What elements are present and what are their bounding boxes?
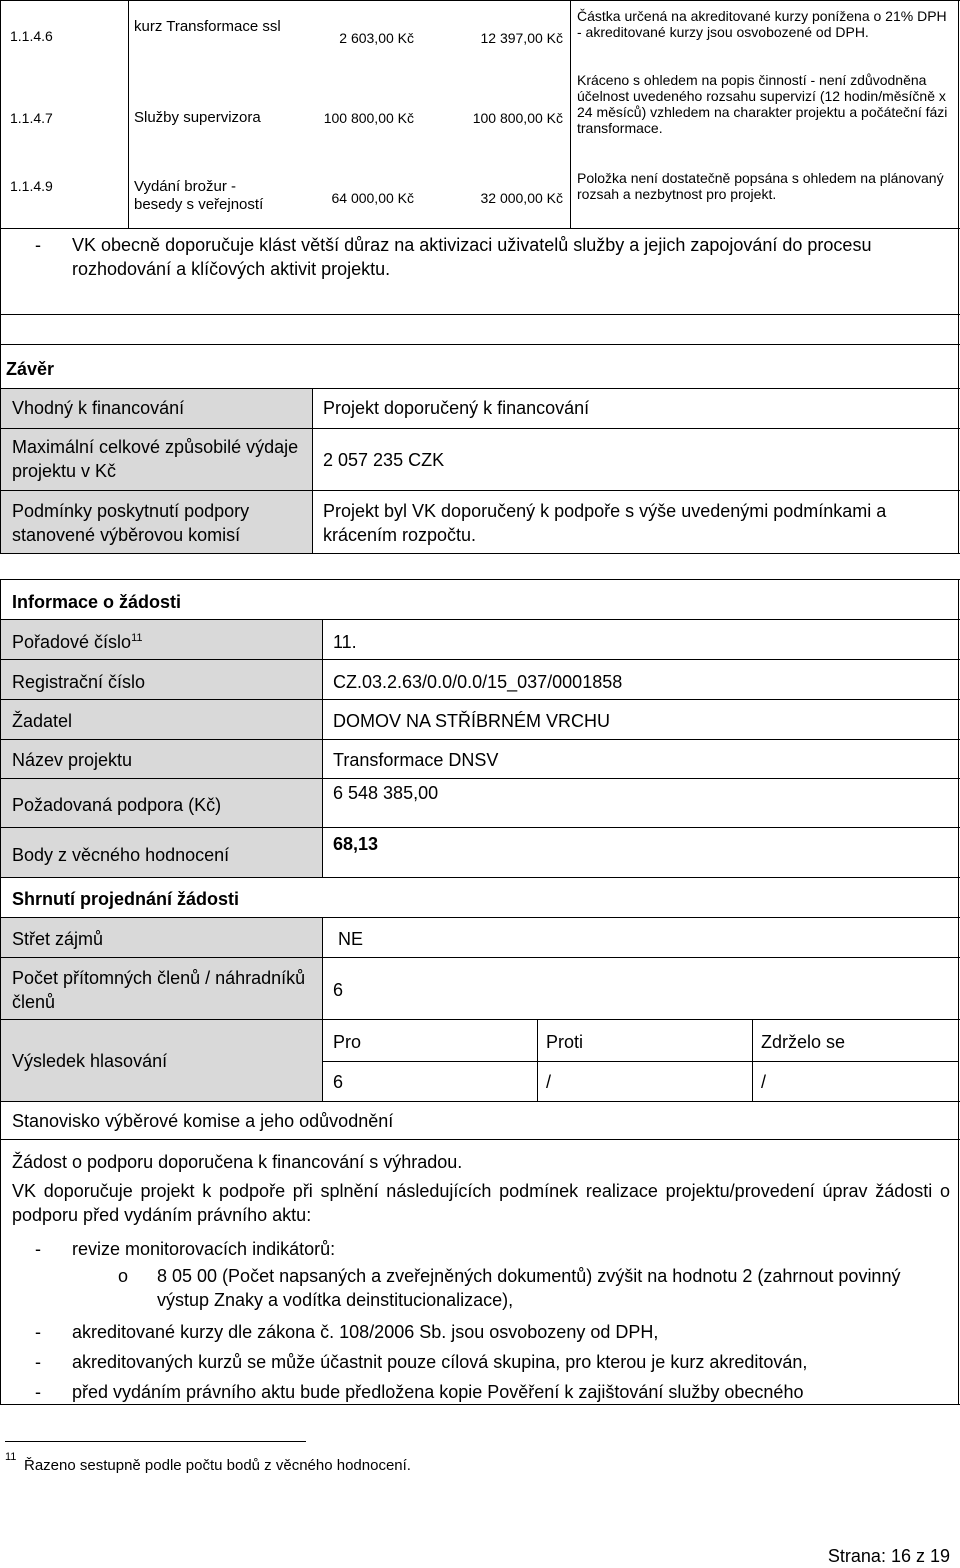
vote-value-proti: / (546, 1072, 552, 1092)
registration-label: Registrační číslo (12, 672, 146, 692)
vote-header-abstain: Zdrželo se (761, 1032, 846, 1052)
project-name-value: Transformace DNSV (333, 750, 499, 770)
footnote-separator (5, 1441, 306, 1442)
opinion-bullet-2: o (118, 1266, 129, 1286)
row3-note: Položka není dostatečně popsána s ohledem na plánovaný rozsah a nezbytnost pro projekt. (577, 170, 944, 202)
opinion-item-4: akreditovaných kurzů se může účastnit pouze cílová skupina, pro kterou je kurz akreditován, (72, 1352, 808, 1372)
footnote-text: Řazeno sestupně podle počtu bodů z věcného hodnocení. (24, 1457, 411, 1474)
opinion-p2: VK doporučuje projekt k podpoře při splnění následujících podmínek realizace projektu/provedení úprav žádosti o podporu před vydáním právního aktu: (12, 1181, 950, 1225)
row3-code: 1.1.4.9 (10, 178, 53, 194)
opinion-bullet-1: - (35, 1239, 41, 1259)
recommendation-dash: - (35, 235, 41, 255)
conclusion-title: Závěr (6, 359, 55, 379)
row3-name: Vydání brožur - besedy s veřejností (134, 178, 264, 213)
conclusion-label-3: Podmínky poskytnutí podpory stanovené výběrovou komisí (12, 501, 250, 545)
conclusion-value-3: Projekt byl VK doporučený k podpoře s výše uvedenými podmínkami a krácením rozpočtu. (323, 501, 887, 545)
row2-name: Služby supervizora (134, 109, 261, 126)
opinion-bullet-5: - (35, 1382, 41, 1402)
footnote-ref: 11 (131, 632, 143, 644)
registration-value: CZ.03.2.63/0.0/0.0/15_037/0001858 (333, 672, 623, 692)
opinion-item-3: akreditované kurzy dle zákona č. 108/2006 Sb. jsou osvobozeny od DPH, (72, 1322, 659, 1342)
recommendation-text: VK obecně doporučuje klást větší důraz na aktivizaci uživatelů služby a jejich zapojování do procesu rozhodování a klíčových aktivit projektu. (72, 235, 872, 279)
row3-approved: 32 000,00 Kč (480, 190, 563, 206)
members-label: Počet přítomných členů / náhradníků členů (12, 968, 306, 1012)
info-title: Informace o žádosti (12, 592, 182, 612)
vote-value-pro: 6 (333, 1072, 344, 1092)
row1-code: 1.1.4.6 (10, 28, 53, 44)
conclusion-label-2: Maximální celkové způsobilé výdaje projektu v Kč (12, 437, 299, 481)
project-name-label: Název projektu (12, 750, 133, 770)
applicant-label: Žadatel (12, 711, 73, 731)
score-label: Body z věcného hodnocení (12, 845, 230, 865)
vote-header-pro: Pro (333, 1032, 362, 1052)
summary-title: Shrnutí projednání žádosti (12, 889, 240, 909)
vote-value-abstain: / (761, 1072, 767, 1092)
row2-code: 1.1.4.7 (10, 110, 53, 126)
opinion-bullet-3: - (35, 1322, 41, 1342)
order-number-label: Pořadové číslo$^{11}$ (12, 632, 143, 652)
row1-name: kurz Transformace ssl (134, 18, 281, 35)
opinion-bullet-4: - (35, 1352, 41, 1372)
row1-approved: 12 397,00 Kč (480, 30, 563, 46)
conflict-value: NE (338, 929, 364, 949)
opinion-item-1: revize monitorovacích indikátorů: (72, 1239, 336, 1259)
vote-label: Výsledek hlasování (12, 1051, 168, 1071)
requested-support-value: 6 548 385,00 (333, 783, 439, 803)
conflict-label: Střet zájmů (12, 929, 104, 949)
applicant-value: DOMOV NA STŘÍBRNÉM VRCHU (333, 711, 611, 731)
page-number: Strana: 16 z 19 (827, 1546, 950, 1566)
row1-requested: 2 603,00 Kč (339, 30, 414, 46)
opinion-item-2: 8 05 00 (Počet napsaných a zveřejněných dokumentů) zvýšit na hodnotu 2 (zahrnout povinný výstup Znaky a vodítka deinstitucionalizace), (157, 1266, 901, 1310)
order-number-value: 11. (333, 632, 357, 652)
members-value: 6 (333, 980, 344, 1000)
opinion-label: Stanovisko výběrové komise a jeho odůvodnění (12, 1111, 394, 1131)
conclusion-value-1: Projekt doporučený k financování (323, 398, 590, 418)
row3-requested: 64 000,00 Kč (331, 190, 414, 206)
vote-header-proti: Proti (546, 1032, 584, 1052)
opinion-item-5: před vydáním právního aktu bude předložena kopie Pověření k zajištování služby obecného (72, 1382, 804, 1402)
opinion-p1: Žádost o podporu doporučena k financování s výhradou. (12, 1152, 463, 1172)
row2-note: Kráceno s ohledem na popis činností - není zdůvodněna účelnost uvedeného rozsahu supervizí (12 hodin/měsíčně x 24 měsíců) vzhledem na charakter projektu a počáteční fázi transformace. (577, 72, 948, 136)
footnote-number: 11 (5, 1451, 17, 1463)
score-value: 68,13 (333, 834, 379, 854)
conclusion-label-1: Vhodný k financování (12, 398, 185, 418)
row1-note: Částka určená na akreditované kurzy ponížena o 21% DPH - akreditované kurzy jsou osvobozené od DPH. (577, 8, 947, 40)
row2-approved: 100 800,00 Kč (472, 110, 563, 126)
requested-support-label: Požadovaná podpora (Kč) (12, 795, 222, 815)
row2-requested: 100 800,00 Kč (323, 110, 414, 126)
conclusion-value-2: 2 057 235 CZK (323, 450, 445, 470)
